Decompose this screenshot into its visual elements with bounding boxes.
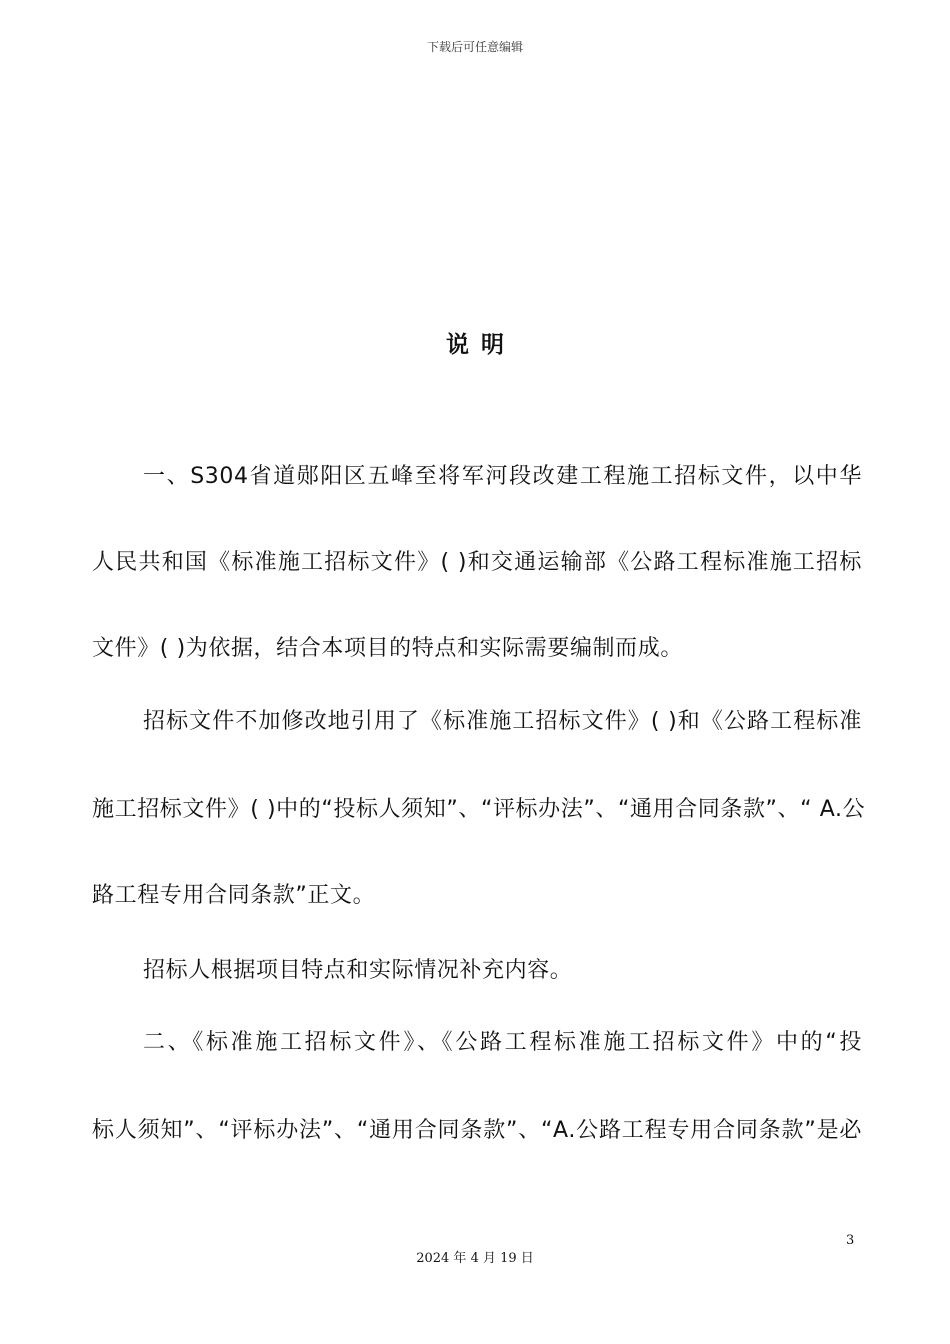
paragraph-line: 一、S304省道郧阳区五峰至将军河段改建工程施工招标文件，以中华 bbox=[143, 464, 862, 489]
paragraph-line: 招标人根据项目特点和实际情况补充内容。 bbox=[143, 958, 573, 983]
paragraph-line: 招标文件不加修改地引用了《标准施工招标文件》( )和《公路工程标准 bbox=[143, 709, 862, 734]
paragraph-line: 路工程专用合同条款”正文。 bbox=[92, 883, 376, 908]
document-title: 说明 bbox=[446, 332, 516, 358]
paragraph-line: 二、《标准施工招标文件》、《公路工程标准施工招标文件》中的“投 bbox=[143, 1030, 862, 1055]
paragraph-line: 人民共和国《标准施工招标文件》( )和交通运输部《公路工程标准施工招标 bbox=[92, 550, 862, 575]
footer-date: 2024 年 4 月 19 日 bbox=[416, 1251, 534, 1266]
paragraph-line: 文件》( )为依据，结合本项目的特点和实际需要编制而成。 bbox=[92, 636, 683, 661]
page-number: 3 bbox=[846, 1233, 855, 1248]
paragraph-line: 施工招标文件》( )中的“投标人须知”、“评标办法”、“通用合同条款”、“ A.公 bbox=[92, 797, 866, 822]
paragraph-line: 标人须知”、“评标办法”、“通用合同条款”、“A.公路工程专用合同条款”是必 bbox=[92, 1118, 862, 1143]
page-header: 下载后可任意编辑 bbox=[426, 40, 523, 54]
